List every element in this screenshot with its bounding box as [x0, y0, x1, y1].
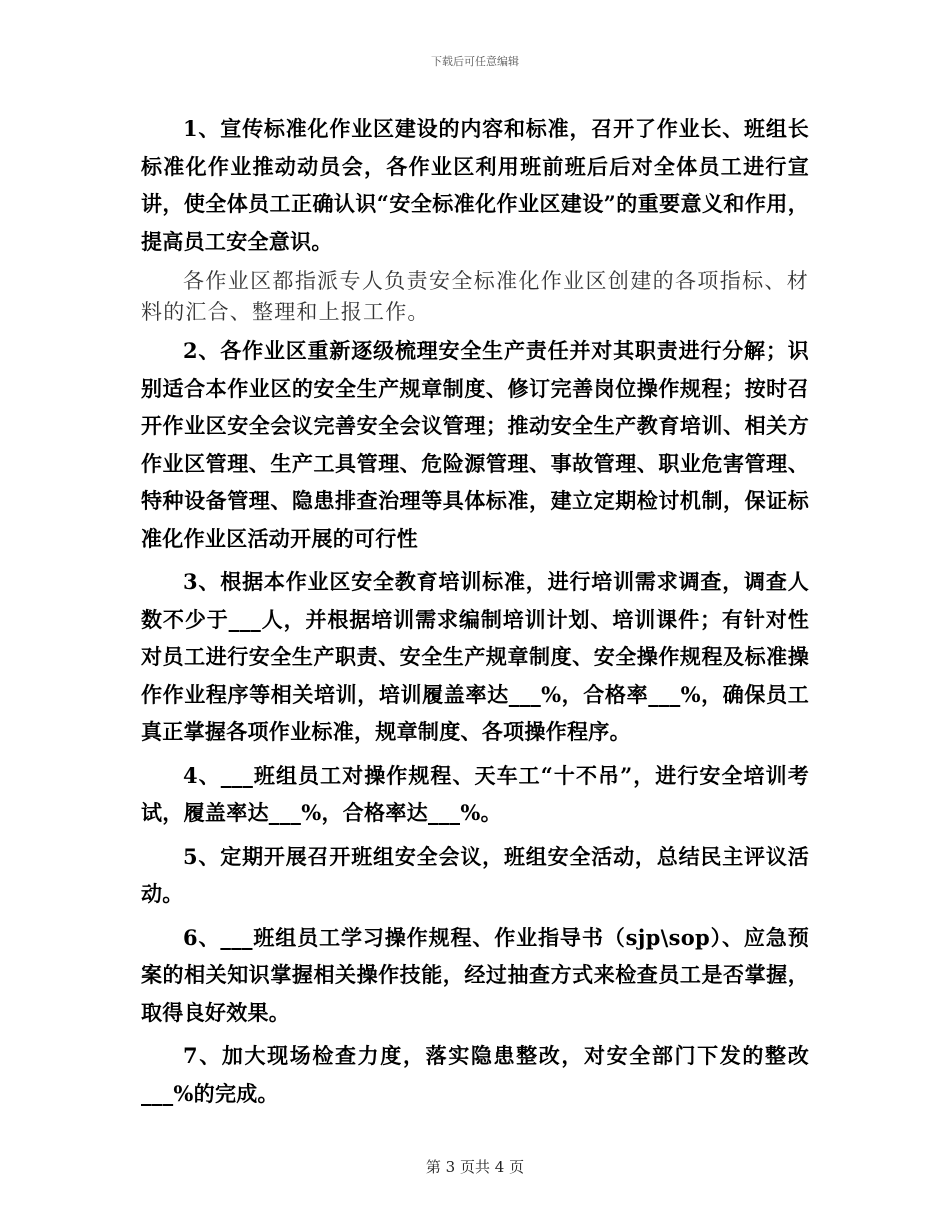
paragraph-7: 7、加大现场检查力度，落实隐患整改，对安全部门下发的整改___%的完成。 [141, 1043, 809, 1106]
page-header: 下载后可任意编辑 [431, 55, 519, 68]
paragraph-4: 4、___班组员工对操作规程、天车工“十不吊”，进行安全培训考试，履盖率达___%，合格率达___%。 [141, 762, 809, 825]
document-body [141, 110, 809, 1112]
page-footer: 第 3 页共 4 页 [425, 1158, 525, 1176]
paragraph-3: 3、根据本作业区安全教育培训标准，进行培训需求调查，调查人数不少于___人，并根据培训需求编制培训计划、培训课件；有针对性对员工进行安全生产职责、安全生产规章制度、安全操作规程及标准操作作业程序等相关培训，培训履盖率达___%，合格率___%，确保员工真正掌握各项作业标准，规章制度、各项操作程序。 [141, 569, 809, 744]
paragraph-1: 1、宣传标准化作业区建设的内容和标准，召开了作业长、班组长标准化作业推动动员会，各作业区利用班前班后后对全体员工进行宣讲，使全体员工正确认识“安全标准化作业区建设”的重要意义和作用，提高员工安全意识。 [141, 116, 809, 254]
paragraph-note: 各作业区都指派专人负责安全标准化作业区创建的各项指标、材料的汇合、整理和上报工作。 [141, 269, 809, 324]
paragraph-5: 5、定期开展召开班组安全会议，班组安全活动，总结民主评议活动。 [141, 843, 809, 906]
paragraph-2: 2、各作业区重新逐级梳理安全生产责任并对其职责进行分解；识别适合本作业区的安全生产规章制度、修订完善岗位操作规程；按时召开作业区安全会议完善安全会议管理；推动安全生产教育培训、相关方作业区管理、生产工具管理、危险源管理、事故管理、职业危害管理、特种设备管理、隐患排查治理等具体标准，建立定期检讨机制，保证标准化作业区活动开展的可行性 [141, 338, 809, 551]
paragraph-6: 6、___班组员工学习操作规程、作业指导书（sjp\sop）、应急预案的相关知识掌握相关操作技能，经过抽查方式来检查员工是否掌握，取得良好效果。 [141, 924, 809, 1025]
